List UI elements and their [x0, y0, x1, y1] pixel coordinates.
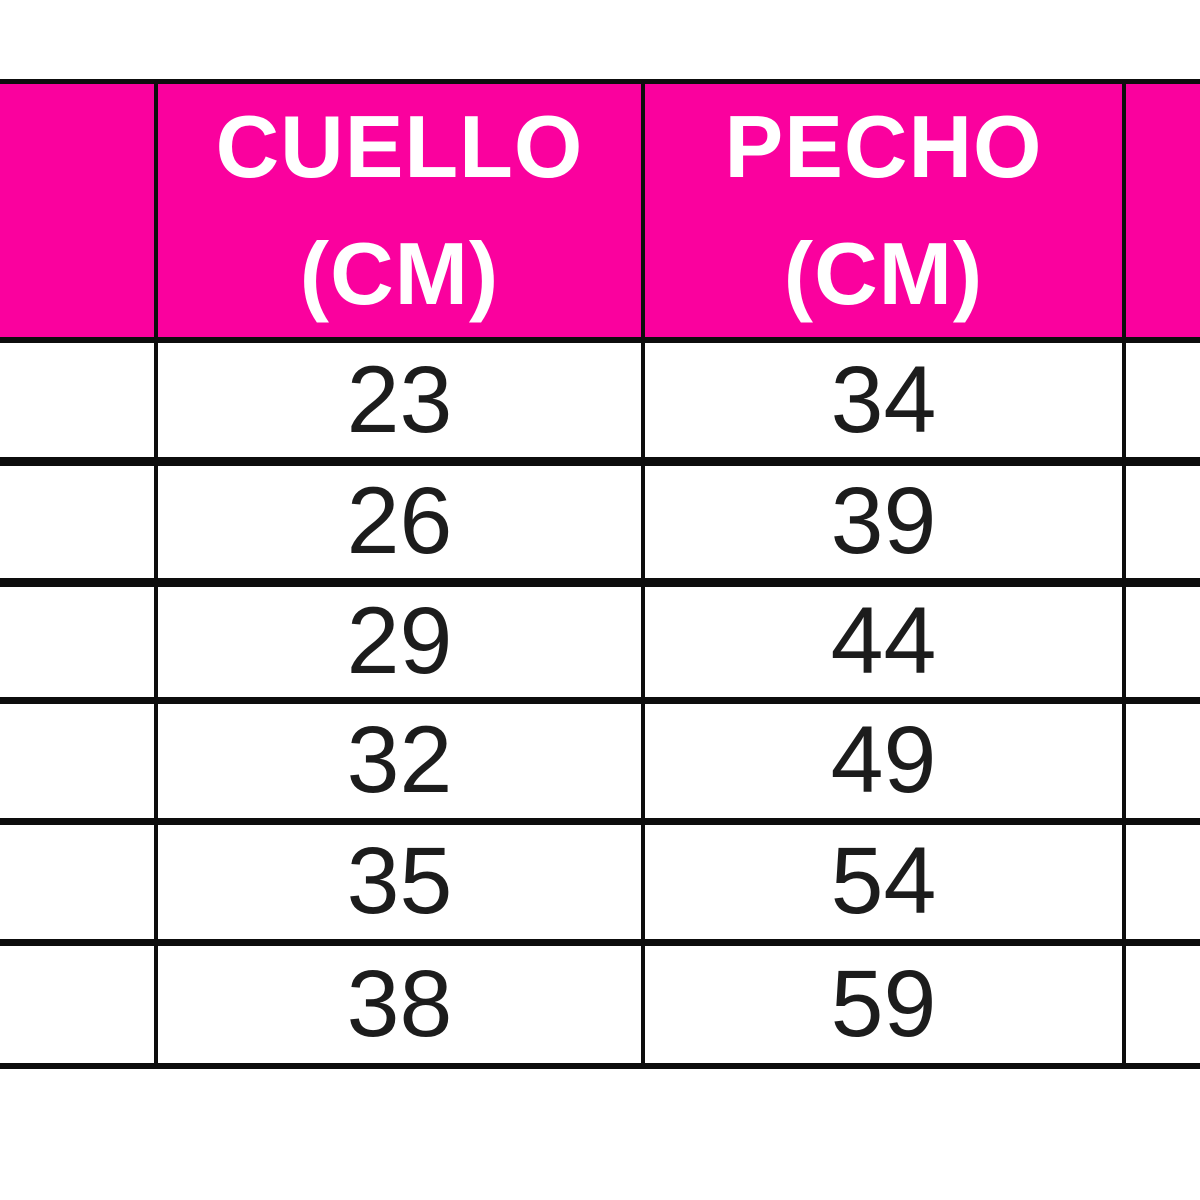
header-cuello-unit: (CM) [299, 223, 500, 323]
table-row [0, 461, 1200, 582]
cell-cuello-row1: 23 [156, 340, 643, 461]
cell-cuello-row4: 32 [156, 700, 643, 821]
header-cell-left-cropped [0, 82, 156, 341]
cell-right-row4 [1124, 700, 1200, 821]
table-row [0, 340, 1200, 461]
cell-pecho-row6: 59 [643, 942, 1124, 1066]
cell-cuello-row2: 26 [156, 461, 643, 582]
cell-right-row3 [1124, 582, 1200, 700]
cell-right-row2 [1124, 461, 1200, 582]
header-cell-right-cropped [1124, 82, 1200, 341]
header-cell-cuello [156, 82, 643, 341]
header-pecho-unit: (CM) [783, 223, 984, 323]
cell-left-row4 [0, 700, 156, 821]
header-row [0, 82, 1200, 341]
cell-cuello-row3: 29 [156, 582, 643, 700]
cell-left-row5 [0, 821, 156, 942]
cell-left-row3 [0, 582, 156, 700]
size-table [0, 79, 1200, 1069]
cell-cuello-row6: 38 [156, 942, 643, 1066]
cell-right-row5 [1124, 821, 1200, 942]
cell-pecho-row1: 34 [643, 340, 1124, 461]
cell-pecho-row2: 39 [643, 461, 1124, 582]
cell-pecho-row5: 54 [643, 821, 1124, 942]
table-row [0, 821, 1200, 942]
cell-pecho-row4: 49 [643, 700, 1124, 821]
header-cell-pecho [643, 82, 1124, 341]
cell-pecho-row3: 44 [643, 582, 1124, 700]
cell-right-row6 [1124, 942, 1200, 1066]
cell-left-row2 [0, 461, 156, 582]
cell-left-row1 [0, 340, 156, 461]
cell-right-row1 [1124, 340, 1200, 461]
cell-left-row6 [0, 942, 156, 1066]
header-cuello-label: CUELLO [215, 97, 584, 196]
cell-cuello-row5: 35 [156, 821, 643, 942]
header-pecho-label: PECHO [724, 97, 1043, 196]
table-row [0, 700, 1200, 821]
table-row [0, 582, 1200, 700]
table-row [0, 942, 1200, 1066]
